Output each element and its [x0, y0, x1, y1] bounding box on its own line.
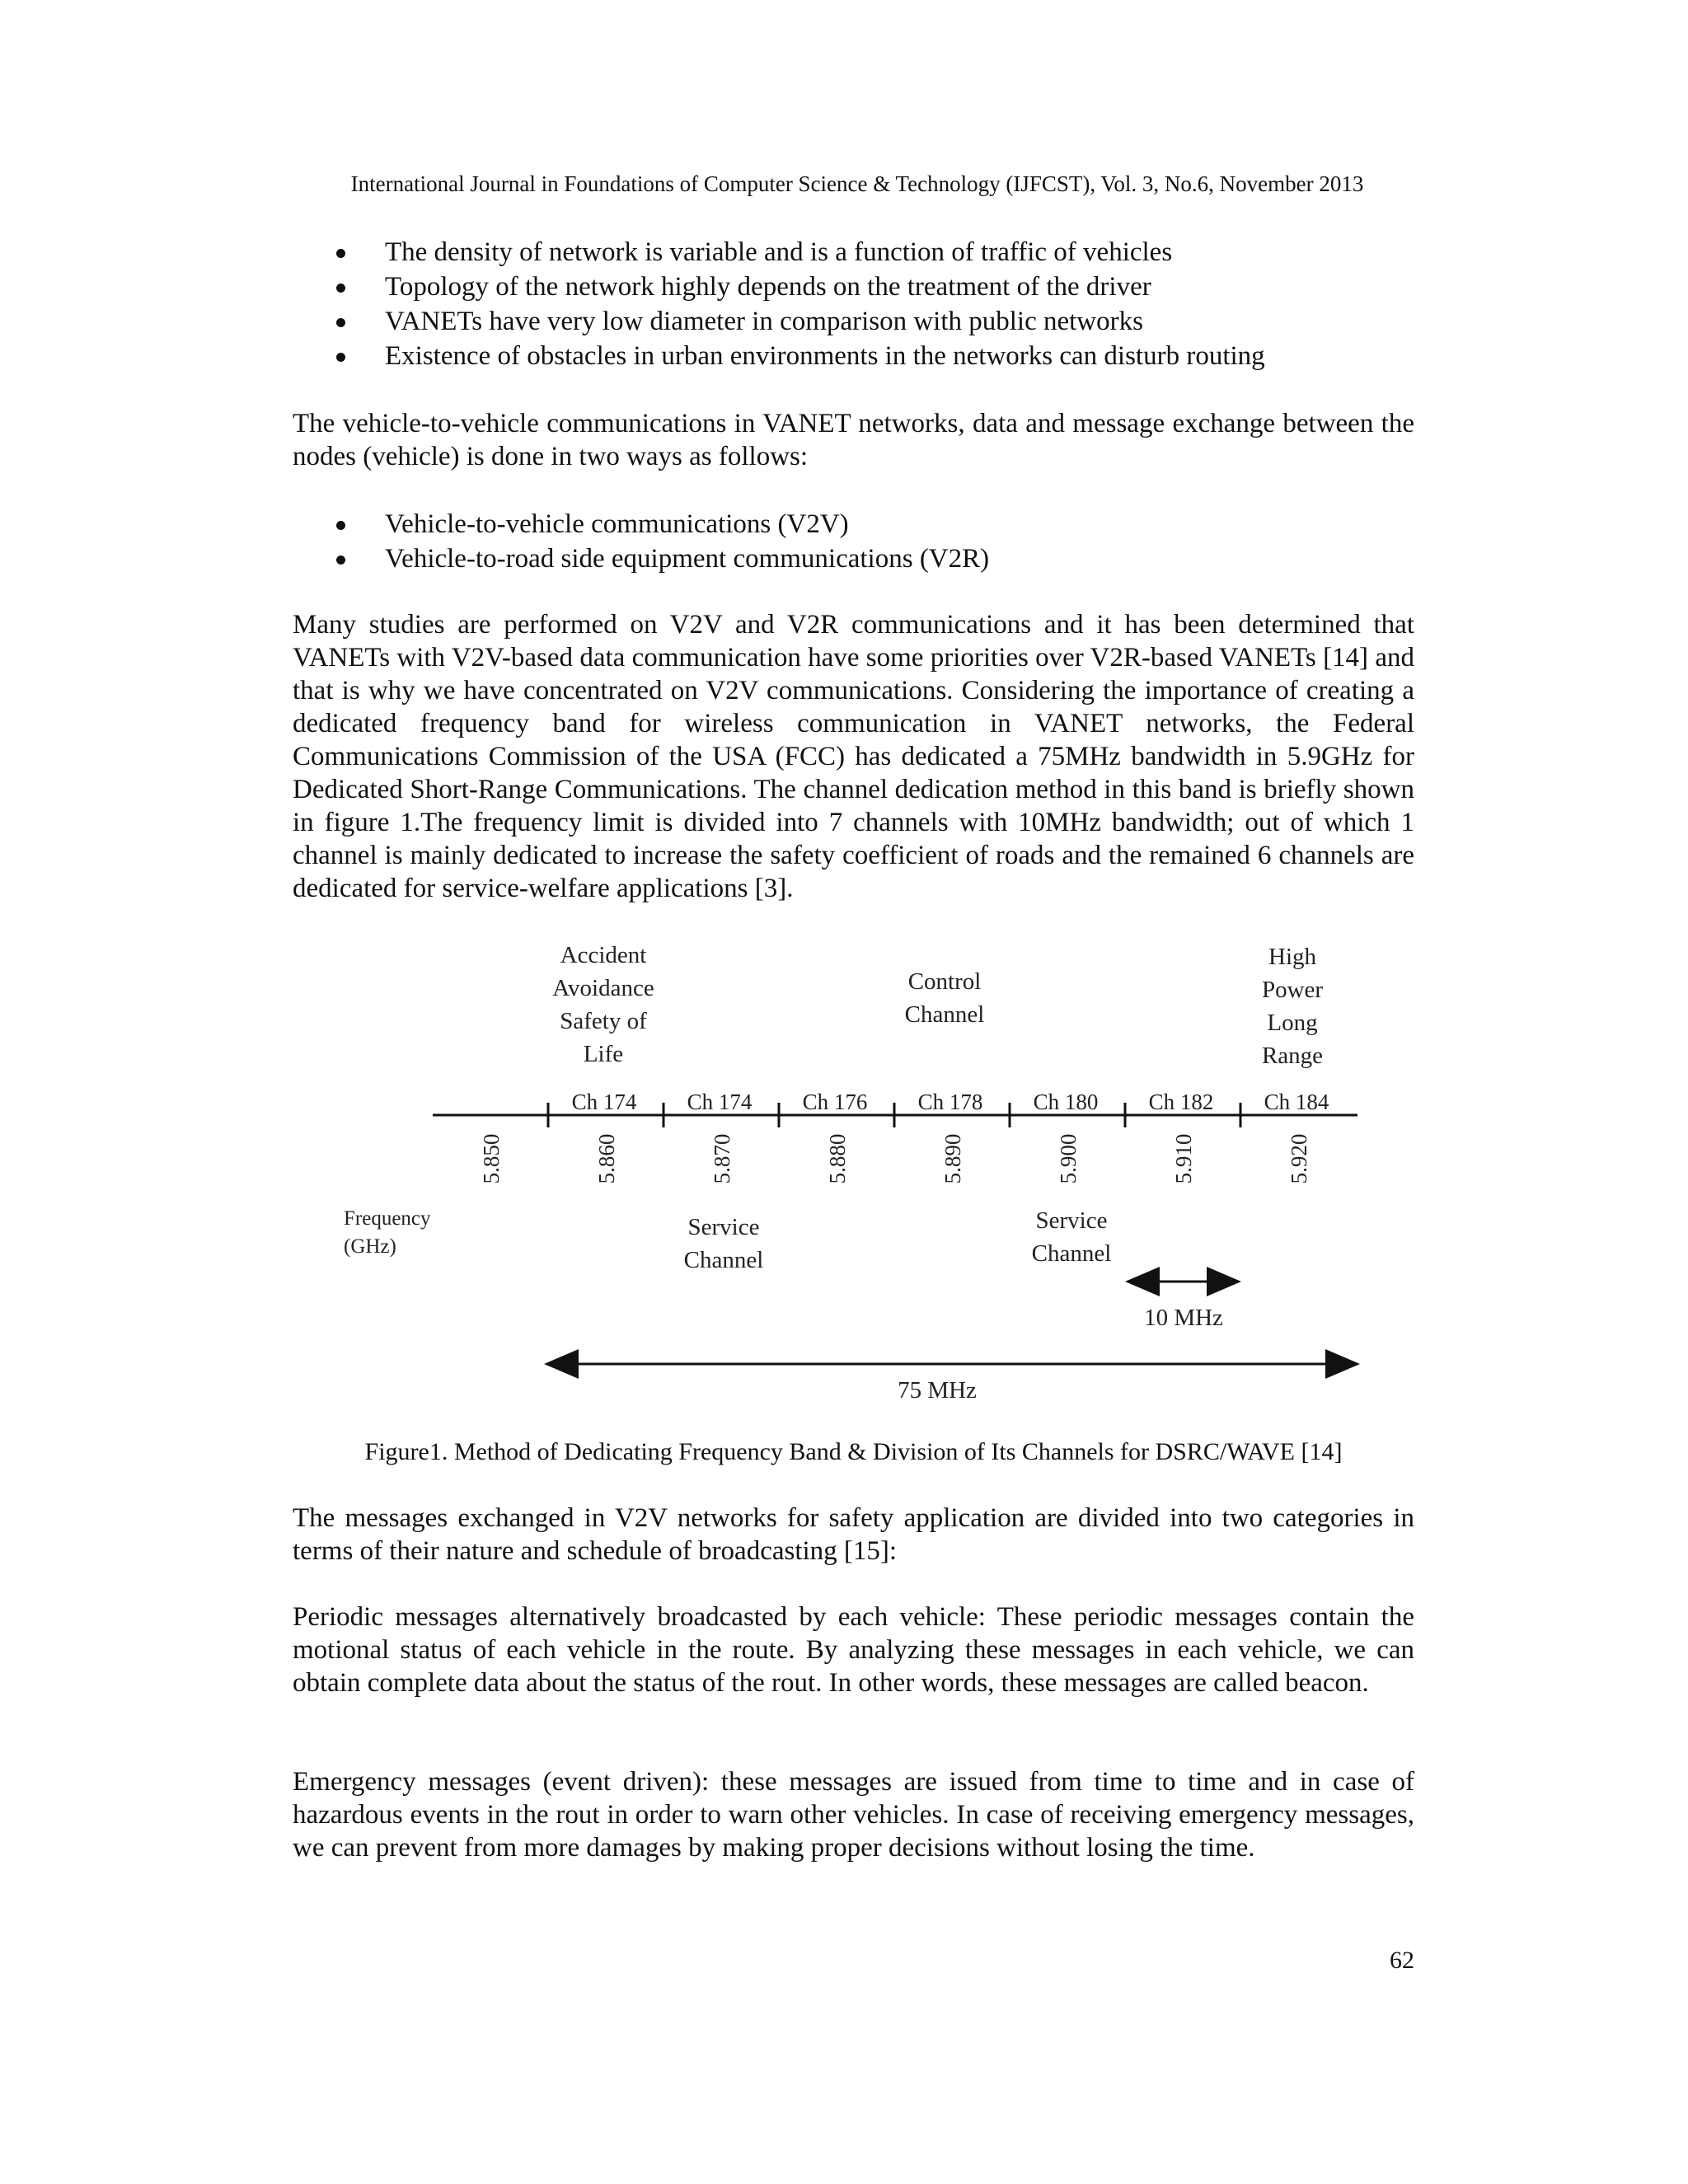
bandwidth-75mhz-label: 75 MHz — [898, 1377, 977, 1404]
service-channel-2-line2: Channel — [1031, 1240, 1112, 1267]
list-item-text: The density of network is variable and is a function of traffic of vehicles — [385, 237, 1173, 267]
journal-header: International Journal in Foundations of Computer Science & Technology (IJFCST), Vol. 3, No.6, November 2013 — [350, 171, 1364, 196]
figure-dsrc-channels — [330, 923, 1385, 1418]
frequency-tick-label: 5.910 — [1171, 1133, 1196, 1184]
bullet-icon — [336, 318, 345, 327]
list-item-text: Vehicle-to-vehicle communications (V2V) — [385, 509, 849, 539]
list-item — [293, 269, 1414, 304]
label-high-2: Power — [1261, 977, 1324, 1003]
label-accident-4: Life — [583, 1041, 624, 1067]
service-channel-2-line1: Service — [1035, 1207, 1108, 1234]
paragraph-v2v-intro: The vehicle-to-vehicle communications in VANET networks, data and message exchange between the nodes (vehicle) is done in two ways as follows: — [293, 409, 1414, 471]
channel-label: Ch 184 — [1264, 1090, 1329, 1114]
list-item — [293, 304, 1414, 339]
list-item-text: Existence of obstacles in urban environments in the networks can disturb routing — [385, 341, 1265, 371]
channel-diagram — [330, 923, 1385, 1418]
paragraph-fcc-bandwidth: Many studies are performed on V2V and V2R communications and it has been determined that VANETs with V2V-based data communication have some priorities over V2R-based VANETs [14] and that is why we have concentrated on V2V communications. Considering the importance of creating a dedicated frequency band for wireless communication in VANET networks, the Federal Communications Commission of the USA (FCC) has dedicated a 75MHz bandwidth in 5.9GHz for Dedicated Short-Range Communications. The channel dedication method in this band is briefly shown in figure 1.The frequency limit is divided into 7 channels with 10MHz bandwidth; out of which 1 channel is mainly dedicated to increase the safety coefficient of roads and the remained 6 channels are dedicated for service-welfare applications [3]. — [293, 610, 1414, 903]
list-item — [293, 541, 1414, 576]
label-control-2: Channel — [904, 1001, 985, 1028]
label-high-1: High — [1268, 944, 1316, 970]
bandwidth-10mhz-label: 10 MHz — [1144, 1305, 1223, 1331]
channel-label: Ch 174 — [687, 1090, 753, 1114]
bullet-icon — [336, 353, 345, 362]
frequency-tick-label: 5.880 — [825, 1133, 850, 1184]
frequency-axis-label-1: Frequency — [344, 1207, 431, 1230]
page-number: 62 — [1390, 1947, 1414, 1974]
frequency-tick-label: 5.890 — [940, 1133, 965, 1184]
list-item-text: Vehicle-to-road side equipment communications (V2R) — [385, 544, 990, 574]
paragraph-periodic-messages: Periodic messages alternatively broadcasted by each vehicle: These periodic messages contain the motional status of each vehicle in the route. By analyzing these messages in each vehicle, we can obtain complete data about the status of the rout. In other words, these messages are called beacon. — [293, 1602, 1414, 1698]
frequency-tick-label: 5.900 — [1056, 1133, 1081, 1184]
bullet-icon — [336, 555, 345, 565]
list-item — [293, 339, 1414, 373]
bullet-list-communication-types — [293, 507, 1414, 576]
channel-label: Ch 180 — [1033, 1090, 1099, 1114]
frequency-axis-label-2: (GHz) — [344, 1235, 396, 1258]
paragraph-emergency-messages: Emergency messages (event driven): these messages are issued from time to time and in case of hazardous events in the rout in order to warn other vehicles. In case of receiving emergency messages, we can prevent from more damages by making proper decisions without losing the time. — [293, 1767, 1414, 1863]
list-item-text: VANETs have very low diameter in comparison with public networks — [385, 307, 1143, 336]
channel-label: Ch 174 — [571, 1090, 637, 1114]
channel-label: Ch 178 — [917, 1090, 983, 1114]
bullet-list-properties — [293, 235, 1414, 373]
frequency-tick-label: 5.870 — [710, 1133, 734, 1184]
label-high-3: Long — [1267, 1010, 1318, 1036]
service-channel-1-line1: Service — [687, 1214, 760, 1240]
paragraph-message-categories: The messages exchanged in V2V networks for safety application are divided into two categories in terms of their nature and schedule of broadcasting [15]: — [293, 1503, 1414, 1566]
bullet-icon — [336, 284, 345, 293]
label-accident-2: Avoidance — [552, 975, 654, 1001]
label-high-4: Range — [1261, 1043, 1324, 1069]
list-item — [293, 235, 1414, 269]
service-channel-1-line2: Channel — [683, 1247, 764, 1273]
frequency-tick-label: 5.860 — [594, 1133, 619, 1184]
bullet-icon — [336, 521, 345, 530]
bullet-icon — [336, 249, 345, 258]
figure-caption: Figure1. Method of Dedicating Frequency Band & Division of Its Channels for DSRC/WAVE [14] — [364, 1438, 1343, 1465]
channel-label: Ch 176 — [802, 1090, 868, 1114]
list-item — [293, 507, 1414, 541]
label-accident-3: Safety of — [560, 1008, 647, 1034]
label-control-1: Control — [907, 968, 982, 995]
list-item-text: Topology of the network highly depends on the treatment of the driver — [385, 272, 1151, 302]
channel-label: Ch 182 — [1148, 1090, 1214, 1114]
frequency-tick-label: 5.850 — [479, 1133, 504, 1184]
frequency-tick-label: 5.920 — [1287, 1133, 1311, 1184]
label-accident-1: Accident — [560, 942, 647, 968]
